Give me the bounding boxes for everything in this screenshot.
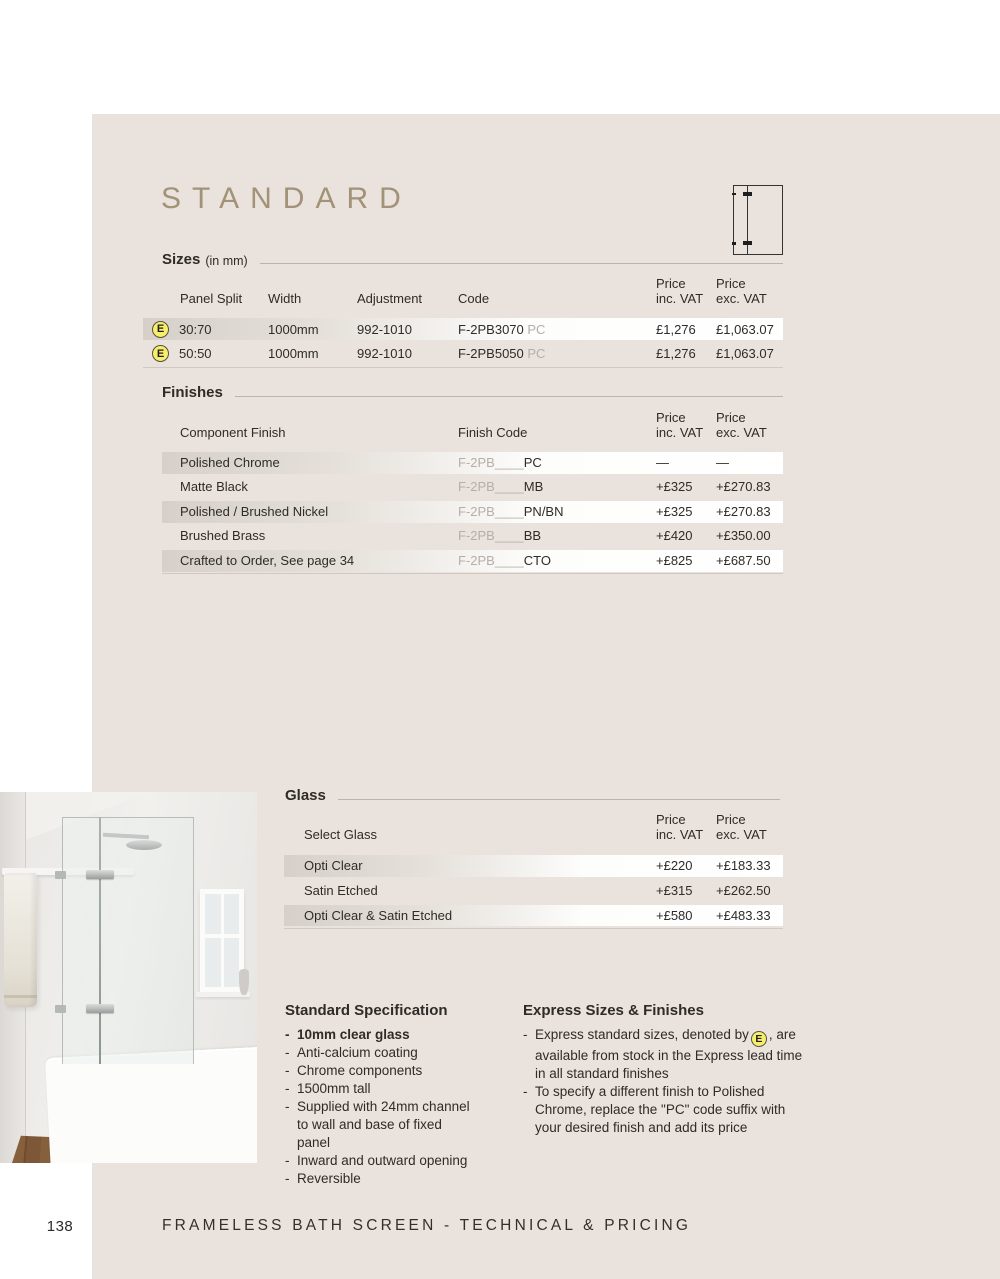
col-header-price-inc	[656, 276, 716, 306]
price-inc-line2: inc. VAT	[656, 425, 704, 440]
price-exc-line2: exc. VAT	[716, 827, 767, 842]
width-value: 1000mm	[268, 346, 319, 361]
price-exc-value: —	[716, 455, 729, 471]
price-inc-line2: inc. VAT	[656, 827, 704, 842]
photo-shower-head	[126, 840, 162, 850]
photo-hinge	[86, 870, 114, 879]
adjustment-value: 992-1010	[357, 321, 412, 337]
price-inc-value: +£325	[656, 504, 693, 520]
schematic-hinge-top	[743, 192, 752, 196]
code-suffix: PC	[523, 455, 542, 471]
col-header-price-exc	[716, 812, 783, 842]
col-header-price-exc	[716, 410, 783, 440]
page-title: STANDARD	[161, 182, 412, 215]
code-main: F-2PB3070	[458, 321, 524, 337]
price-exc-line1: Price	[716, 410, 746, 425]
express-note-1	[523, 1026, 803, 1083]
col-header-price-inc	[656, 410, 716, 440]
code-suffix: PC	[523, 321, 546, 337]
glass-table-body	[284, 853, 783, 927]
sizes-section-heading	[162, 251, 783, 268]
col-header-panel-split: Panel Split	[180, 291, 243, 306]
standard-specification-list	[285, 1026, 477, 1188]
sizes-heading-label: Sizes	[162, 251, 201, 268]
code-value	[458, 322, 656, 337]
photo-window	[200, 889, 244, 992]
code-prefix: F-2PB____	[458, 553, 524, 569]
heading-rule	[338, 799, 780, 800]
photo-hinge	[86, 1004, 114, 1013]
price-exc-line1: Price	[716, 276, 746, 291]
table-row	[162, 524, 783, 549]
code-prefix: F-2PB____	[458, 528, 524, 544]
finishes-heading-label: Finishes	[162, 384, 223, 401]
table-row	[162, 475, 783, 500]
schematic-wall-fixing-top	[732, 193, 736, 196]
price-inc-value: +£315	[656, 882, 693, 898]
price-inc-line2: inc. VAT	[656, 291, 704, 306]
price-inc-line1: Price	[656, 812, 686, 827]
list-item: - Inward and outward opening	[285, 1152, 477, 1170]
width-value: 1000mm	[268, 321, 319, 337]
table-row	[143, 341, 783, 366]
standard-specification-section	[285, 1002, 477, 1188]
table-bottom-rule	[162, 573, 783, 574]
col-header-price-exc	[716, 276, 783, 306]
price-inc-value: +£220	[656, 858, 693, 874]
express-sizes-finishes-section	[523, 1002, 803, 1137]
price-exc-value: +£350.00	[716, 528, 771, 544]
express-badge: E	[751, 1031, 767, 1047]
list-item: - Reversible	[285, 1170, 477, 1188]
code-suffix: CTO	[523, 553, 551, 569]
list-item: - 10mm clear glass	[285, 1026, 477, 1044]
price-exc-line1: Price	[716, 812, 746, 827]
panel-split-value: 30:70	[179, 321, 212, 337]
price-exc-value: +£183.33	[716, 858, 771, 874]
finish-name: Polished / Brushed Nickel	[180, 504, 329, 520]
table-row	[162, 499, 783, 524]
list-item: - Chrome components	[285, 1062, 477, 1080]
express-badge: E	[152, 345, 169, 362]
schematic-wall-fixing-bottom	[732, 242, 736, 245]
finish-code	[458, 479, 656, 494]
adjustment-value: 992-1010	[357, 346, 412, 361]
price-exc-value: £1,063.07	[716, 321, 774, 337]
finish-name: Brushed Brass	[180, 528, 266, 544]
footer-title: FRAMELESS BATH SCREEN - TECHNICAL & PRICING	[162, 1217, 692, 1234]
glass-name: Satin Etched	[304, 882, 378, 898]
finish-name: Polished Chrome	[180, 455, 280, 471]
express-badge: E	[152, 321, 169, 338]
photo-wall-bracket	[55, 1005, 66, 1013]
finish-name: Matte Black	[180, 479, 248, 495]
express-heading: Express Sizes & Finishes	[523, 1002, 704, 1019]
table-row	[162, 450, 783, 475]
schematic-hinge-bottom	[743, 241, 752, 245]
price-inc-value: £1,276	[656, 321, 696, 337]
price-inc-value: +£325	[656, 479, 693, 495]
code-suffix: PN/BN	[523, 504, 564, 520]
code-suffix: BB	[523, 528, 542, 544]
code-prefix: F-2PB____	[458, 479, 524, 495]
table-row	[284, 903, 783, 928]
col-header-finish-code: Finish Code	[458, 425, 528, 440]
table-row	[284, 853, 783, 878]
price-inc-line1: Price	[656, 410, 686, 425]
sizes-table-header	[143, 276, 783, 313]
product-photo	[0, 792, 257, 1163]
glass-section-heading	[285, 787, 780, 804]
code-prefix: F-2PB____	[458, 455, 524, 471]
price-inc-value: +£420	[656, 528, 693, 544]
code-prefix: F-2PB____	[458, 504, 524, 520]
photo-glass-screen	[62, 817, 194, 1064]
finish-code	[458, 504, 656, 519]
photo-vase	[239, 969, 249, 995]
price-exc-value: +£262.50	[716, 882, 771, 898]
code-main: F-2PB5050	[458, 346, 524, 361]
list-item: - Anti-calcium coating	[285, 1044, 477, 1062]
table-row	[162, 548, 783, 573]
express-note-1-pre: Express standard sizes, denoted by	[535, 1027, 749, 1042]
price-inc-value: +£580	[656, 907, 693, 923]
standard-specification-heading: Standard Specification	[285, 1002, 448, 1019]
sizes-unit-note: (in mm)	[205, 254, 248, 268]
finishes-table-header	[162, 410, 783, 447]
price-exc-line2: exc. VAT	[716, 425, 767, 440]
photo-towel	[4, 873, 37, 1007]
code-suffix: MB	[523, 479, 544, 495]
finishes-section-heading	[162, 384, 783, 401]
photo-panel-divider	[99, 817, 101, 1064]
heading-rule	[260, 263, 783, 264]
price-inc-value: +£825	[656, 553, 693, 569]
finish-code	[458, 553, 656, 568]
glass-name: Opti Clear & Satin Etched	[304, 907, 453, 923]
page-number: 138	[46, 1218, 74, 1235]
price-inc-line1: Price	[656, 276, 686, 291]
panel-split-cell	[143, 321, 268, 338]
price-exc-value: +£687.50	[716, 553, 771, 569]
sizes-table-body	[143, 316, 783, 366]
code-suffix: PC	[523, 346, 546, 361]
finish-code	[458, 455, 656, 470]
col-header-price-inc	[656, 812, 716, 842]
table-bottom-rule	[143, 367, 783, 368]
list-item: - Supplied with 24mm channel to wall and base of fixed panel	[285, 1098, 477, 1152]
code-value	[458, 346, 656, 361]
express-note-2: - To specify a different finish to Polished Chrome, replace the "PC" code suffix with your desired finish and add its price	[523, 1083, 803, 1137]
price-exc-value: +£270.83	[716, 479, 771, 495]
panel-split-cell	[143, 345, 268, 362]
window-bar	[221, 894, 224, 987]
price-inc-value: —	[656, 455, 669, 471]
price-exc-line2: exc. VAT	[716, 291, 767, 306]
col-header-width: Width	[268, 291, 302, 306]
price-inc-value: £1,276	[656, 346, 696, 361]
table-bottom-rule	[284, 928, 783, 929]
express-note-1-post: , are available from stock in the Express lead time in all standard finishes	[535, 1027, 803, 1081]
finish-code	[458, 528, 656, 543]
bath-screen-schematic-icon	[733, 185, 783, 255]
price-exc-value: +£483.33	[716, 907, 771, 923]
table-row	[143, 316, 783, 341]
price-exc-value: +£270.83	[716, 504, 771, 520]
glass-table-header	[284, 812, 783, 849]
list-item: - 1500mm tall	[285, 1080, 477, 1098]
glass-name: Opti Clear	[304, 858, 363, 874]
col-header-component-finish: Component Finish	[180, 425, 286, 440]
finish-name: Crafted to Order, See page 34	[180, 553, 355, 569]
glass-heading-label: Glass	[285, 787, 326, 804]
col-header-adjustment: Adjustment	[357, 291, 423, 306]
finishes-table-body	[162, 450, 783, 573]
photo-wall-bracket	[55, 871, 66, 879]
heading-rule	[235, 396, 783, 397]
panel-split-value: 50:50	[179, 346, 212, 361]
table-row	[284, 878, 783, 903]
col-header-code: Code	[458, 291, 490, 306]
col-header-select-glass: Select Glass	[304, 827, 377, 842]
price-exc-value: £1,063.07	[716, 346, 774, 361]
